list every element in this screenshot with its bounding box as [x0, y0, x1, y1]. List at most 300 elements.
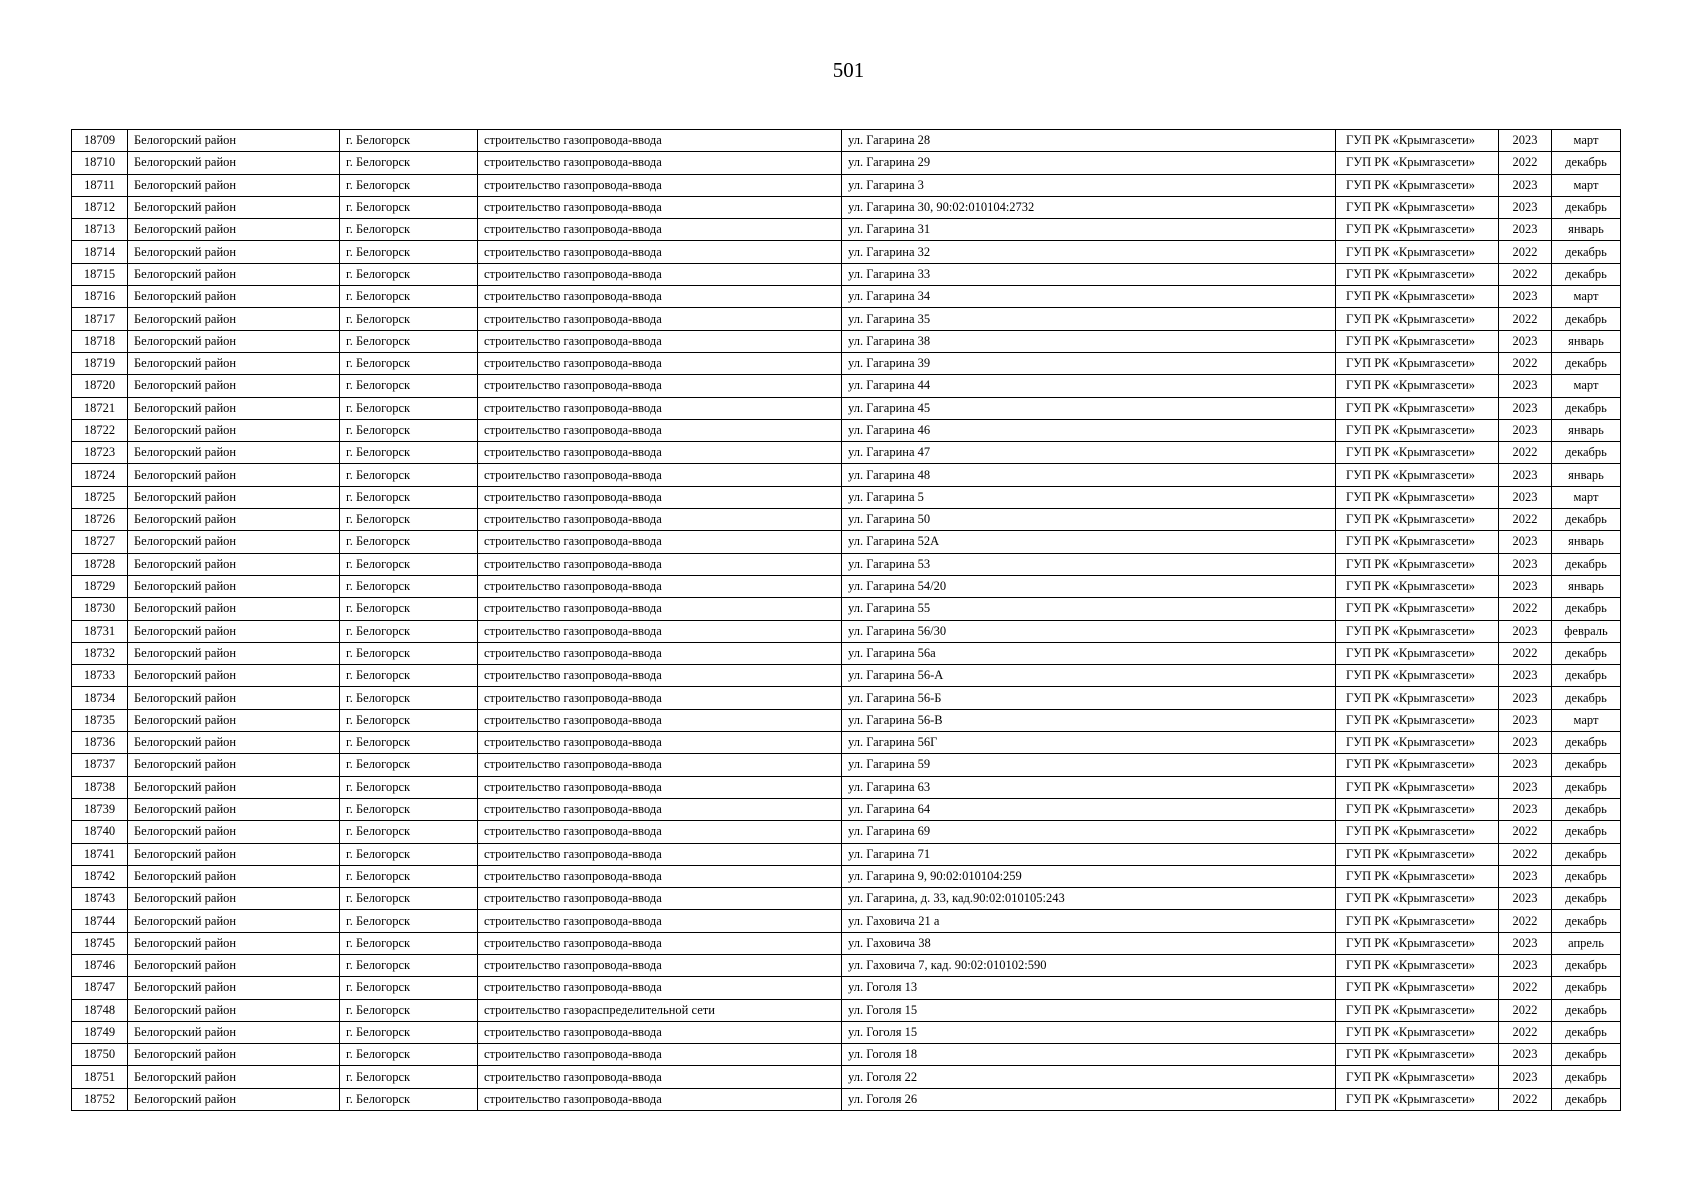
- organization-cell: ГУП РК «Крымгазсети»: [1336, 241, 1499, 263]
- address-cell: ул. Гагарина 28: [842, 130, 1336, 152]
- year-cell: 2023: [1499, 196, 1552, 218]
- month-cell: декабрь: [1552, 910, 1621, 932]
- work-type-cell: строительство газопровода-ввода: [478, 732, 842, 754]
- work-type-cell: строительство газопровода-ввода: [478, 509, 842, 531]
- table-row: [72, 888, 1621, 910]
- address-cell: ул. Гагарина 56Г: [842, 732, 1336, 754]
- organization-cell: ГУП РК «Крымгазсети»: [1336, 263, 1499, 285]
- organization-cell: ГУП РК «Крымгазсети»: [1336, 865, 1499, 887]
- organization-cell: ГУП РК «Крымгазсети»: [1336, 709, 1499, 731]
- table-row: [72, 1044, 1621, 1066]
- city-cell: г. Белогорск: [340, 263, 478, 285]
- row-number-cell: 18744: [72, 910, 128, 932]
- row-number-cell: 18739: [72, 798, 128, 820]
- row-number-cell: 18716: [72, 286, 128, 308]
- work-type-cell: строительство газопровода-ввода: [478, 598, 842, 620]
- year-cell: 2022: [1499, 352, 1552, 374]
- address-cell: ул. Гагарина 46: [842, 419, 1336, 441]
- year-cell: 2022: [1499, 598, 1552, 620]
- row-number-cell: 18709: [72, 130, 128, 152]
- month-cell: декабрь: [1552, 954, 1621, 976]
- year-cell: 2023: [1499, 464, 1552, 486]
- year-cell: 2023: [1499, 665, 1552, 687]
- address-cell: ул. Гоголя 15: [842, 1021, 1336, 1043]
- city-cell: г. Белогорск: [340, 910, 478, 932]
- organization-cell: ГУП РК «Крымгазсети»: [1336, 330, 1499, 352]
- address-cell: ул. Гоголя 22: [842, 1066, 1336, 1088]
- table-row: [72, 642, 1621, 664]
- address-cell: ул. Гагарина 54/20: [842, 575, 1336, 597]
- organization-cell: ГУП РК «Крымгазсети»: [1336, 798, 1499, 820]
- city-cell: г. Белогорск: [340, 977, 478, 999]
- work-type-cell: строительство газопровода-ввода: [478, 352, 842, 374]
- address-cell: ул. Гоголя 26: [842, 1088, 1336, 1110]
- row-number-cell: 18727: [72, 531, 128, 553]
- organization-cell: ГУП РК «Крымгазсети»: [1336, 352, 1499, 374]
- address-cell: ул. Гагарина 59: [842, 754, 1336, 776]
- district-cell: Белогорский район: [128, 843, 340, 865]
- row-number-cell: 18745: [72, 932, 128, 954]
- month-cell: декабрь: [1552, 308, 1621, 330]
- row-number-cell: 18735: [72, 709, 128, 731]
- organization-cell: ГУП РК «Крымгазсети»: [1336, 1044, 1499, 1066]
- table-row: [72, 709, 1621, 731]
- row-number-cell: 18717: [72, 308, 128, 330]
- table-row: [72, 531, 1621, 553]
- city-cell: г. Белогорск: [340, 308, 478, 330]
- year-cell: 2023: [1499, 865, 1552, 887]
- address-cell: ул. Гагарина 55: [842, 598, 1336, 620]
- year-cell: 2022: [1499, 241, 1552, 263]
- year-cell: 2023: [1499, 954, 1552, 976]
- organization-cell: ГУП РК «Крымгазсети»: [1336, 821, 1499, 843]
- organization-cell: ГУП РК «Крымгазсети»: [1336, 308, 1499, 330]
- work-type-cell: строительство газопровода-ввода: [478, 330, 842, 352]
- city-cell: г. Белогорск: [340, 821, 478, 843]
- city-cell: г. Белогорск: [340, 419, 478, 441]
- month-cell: декабрь: [1552, 687, 1621, 709]
- month-cell: январь: [1552, 531, 1621, 553]
- work-type-cell: строительство газопровода-ввода: [478, 687, 842, 709]
- work-type-cell: строительство газопровода-ввода: [478, 531, 842, 553]
- district-cell: Белогорский район: [128, 509, 340, 531]
- table-row: [72, 553, 1621, 575]
- row-number-cell: 18746: [72, 954, 128, 976]
- address-cell: ул. Гоголя 13: [842, 977, 1336, 999]
- year-cell: 2023: [1499, 1066, 1552, 1088]
- district-cell: Белогорский район: [128, 776, 340, 798]
- organization-cell: ГУП РК «Крымгазсети»: [1336, 531, 1499, 553]
- city-cell: г. Белогорск: [340, 1044, 478, 1066]
- address-cell: ул. Гагарина 32: [842, 241, 1336, 263]
- year-cell: 2022: [1499, 642, 1552, 664]
- work-type-cell: строительство газопровода-ввода: [478, 620, 842, 642]
- address-cell: ул. Гагарина 9, 90:02:010104:259: [842, 865, 1336, 887]
- district-cell: Белогорский район: [128, 241, 340, 263]
- address-cell: ул. Гагарина 63: [842, 776, 1336, 798]
- row-number-cell: 18725: [72, 486, 128, 508]
- organization-cell: ГУП РК «Крымгазсети»: [1336, 464, 1499, 486]
- table-row: [72, 798, 1621, 820]
- row-number-cell: 18729: [72, 575, 128, 597]
- organization-cell: ГУП РК «Крымгазсети»: [1336, 888, 1499, 910]
- table-row: [72, 130, 1621, 152]
- work-type-cell: строительство газопровода-ввода: [478, 754, 842, 776]
- work-type-cell: строительство газопровода-ввода: [478, 152, 842, 174]
- row-number-cell: 18711: [72, 174, 128, 196]
- year-cell: 2023: [1499, 486, 1552, 508]
- district-cell: Белогорский район: [128, 330, 340, 352]
- month-cell: март: [1552, 130, 1621, 152]
- year-cell: 2022: [1499, 910, 1552, 932]
- city-cell: г. Белогорск: [340, 620, 478, 642]
- city-cell: г. Белогорск: [340, 754, 478, 776]
- city-cell: г. Белогорск: [340, 598, 478, 620]
- district-cell: Белогорский район: [128, 442, 340, 464]
- month-cell: январь: [1552, 419, 1621, 441]
- organization-cell: ГУП РК «Крымгазсети»: [1336, 509, 1499, 531]
- city-cell: г. Белогорск: [340, 286, 478, 308]
- year-cell: 2023: [1499, 732, 1552, 754]
- address-cell: ул. Гагарина 47: [842, 442, 1336, 464]
- city-cell: г. Белогорск: [340, 442, 478, 464]
- row-number-cell: 18733: [72, 665, 128, 687]
- city-cell: г. Белогорск: [340, 330, 478, 352]
- district-cell: Белогорский район: [128, 419, 340, 441]
- district-cell: Белогорский район: [128, 821, 340, 843]
- month-cell: декабрь: [1552, 776, 1621, 798]
- organization-cell: ГУП РК «Крымгазсети»: [1336, 598, 1499, 620]
- month-cell: декабрь: [1552, 977, 1621, 999]
- year-cell: 2023: [1499, 798, 1552, 820]
- month-cell: декабрь: [1552, 598, 1621, 620]
- month-cell: декабрь: [1552, 732, 1621, 754]
- table-row: [72, 442, 1621, 464]
- city-cell: г. Белогорск: [340, 152, 478, 174]
- month-cell: декабрь: [1552, 263, 1621, 285]
- row-number-cell: 18710: [72, 152, 128, 174]
- district-cell: Белогорский район: [128, 1066, 340, 1088]
- page-number: 501: [832, 58, 865, 82]
- work-type-cell: строительство газопровода-ввода: [478, 1044, 842, 1066]
- work-type-cell: строительство газораспределительной сети: [478, 999, 842, 1021]
- address-cell: ул. Гагарина 3: [842, 174, 1336, 196]
- table-row: [72, 1021, 1621, 1043]
- work-type-cell: строительство газопровода-ввода: [478, 977, 842, 999]
- table-row: [72, 843, 1621, 865]
- table-row: [72, 308, 1621, 330]
- row-number-cell: 18742: [72, 865, 128, 887]
- table-row: [72, 352, 1621, 374]
- district-cell: Белогорский район: [128, 754, 340, 776]
- organization-cell: ГУП РК «Крымгазсети»: [1336, 843, 1499, 865]
- city-cell: г. Белогорск: [340, 130, 478, 152]
- gas-connection-table: [71, 129, 1621, 1111]
- table-row: [72, 999, 1621, 1021]
- city-cell: г. Белогорск: [340, 865, 478, 887]
- organization-cell: ГУП РК «Крымгазсети»: [1336, 1021, 1499, 1043]
- row-number-cell: 18737: [72, 754, 128, 776]
- row-number-cell: 18736: [72, 732, 128, 754]
- work-type-cell: строительство газопровода-ввода: [478, 196, 842, 218]
- year-cell: 2023: [1499, 219, 1552, 241]
- address-cell: ул. Гоголя 18: [842, 1044, 1336, 1066]
- district-cell: Белогорский район: [128, 865, 340, 887]
- month-cell: декабрь: [1552, 152, 1621, 174]
- year-cell: 2022: [1499, 999, 1552, 1021]
- table-row: [72, 620, 1621, 642]
- year-cell: 2022: [1499, 843, 1552, 865]
- table-body: [72, 130, 1621, 1111]
- address-cell: ул. Гагарина 71: [842, 843, 1336, 865]
- organization-cell: ГУП РК «Крымгазсети»: [1336, 954, 1499, 976]
- city-cell: г. Белогорск: [340, 553, 478, 575]
- work-type-cell: строительство газопровода-ввода: [478, 1021, 842, 1043]
- organization-cell: ГУП РК «Крымгазсети»: [1336, 732, 1499, 754]
- year-cell: 2023: [1499, 130, 1552, 152]
- row-number-cell: 18734: [72, 687, 128, 709]
- year-cell: 2022: [1499, 442, 1552, 464]
- work-type-cell: строительство газопровода-ввода: [478, 910, 842, 932]
- district-cell: Белогорский район: [128, 798, 340, 820]
- address-cell: ул. Гагарина 64: [842, 798, 1336, 820]
- month-cell: декабрь: [1552, 442, 1621, 464]
- year-cell: 2023: [1499, 553, 1552, 575]
- organization-cell: ГУП РК «Крымгазсети»: [1336, 1088, 1499, 1110]
- month-cell: декабрь: [1552, 1088, 1621, 1110]
- table-row: [72, 732, 1621, 754]
- address-cell: ул. Гагарина 33: [842, 263, 1336, 285]
- organization-cell: ГУП РК «Крымгазсети»: [1336, 442, 1499, 464]
- district-cell: Белогорский район: [128, 219, 340, 241]
- row-number-cell: 18726: [72, 509, 128, 531]
- organization-cell: ГУП РК «Крымгазсети»: [1336, 1066, 1499, 1088]
- city-cell: г. Белогорск: [340, 888, 478, 910]
- table-row: [72, 241, 1621, 263]
- table-row: [72, 174, 1621, 196]
- city-cell: г. Белогорск: [340, 352, 478, 374]
- row-number-cell: 18720: [72, 375, 128, 397]
- table-row: [72, 910, 1621, 932]
- year-cell: 2023: [1499, 932, 1552, 954]
- address-cell: ул. Гагарина 56-Б: [842, 687, 1336, 709]
- table-row: [72, 575, 1621, 597]
- table-row: [72, 598, 1621, 620]
- table-row: [72, 865, 1621, 887]
- work-type-cell: строительство газопровода-ввода: [478, 553, 842, 575]
- row-number-cell: 18721: [72, 397, 128, 419]
- work-type-cell: строительство газопровода-ввода: [478, 888, 842, 910]
- address-cell: ул. Гоголя 15: [842, 999, 1336, 1021]
- work-type-cell: строительство газопровода-ввода: [478, 709, 842, 731]
- district-cell: Белогорский район: [128, 687, 340, 709]
- table-row: [72, 152, 1621, 174]
- city-cell: г. Белогорск: [340, 687, 478, 709]
- row-number-cell: 18715: [72, 263, 128, 285]
- month-cell: январь: [1552, 219, 1621, 241]
- table-row: [72, 397, 1621, 419]
- month-cell: декабрь: [1552, 352, 1621, 374]
- row-number-cell: 18752: [72, 1088, 128, 1110]
- city-cell: г. Белогорск: [340, 531, 478, 553]
- month-cell: декабрь: [1552, 553, 1621, 575]
- address-cell: ул. Гагарина 5: [842, 486, 1336, 508]
- row-number-cell: 18714: [72, 241, 128, 263]
- month-cell: декабрь: [1552, 1021, 1621, 1043]
- district-cell: Белогорский район: [128, 152, 340, 174]
- district-cell: Белогорский район: [128, 308, 340, 330]
- address-cell: ул. Гагарина 31: [842, 219, 1336, 241]
- city-cell: г. Белогорск: [340, 509, 478, 531]
- table-row: [72, 286, 1621, 308]
- district-cell: Белогорский район: [128, 263, 340, 285]
- address-cell: ул. Гагарина 35: [842, 308, 1336, 330]
- city-cell: г. Белогорск: [340, 241, 478, 263]
- city-cell: г. Белогорск: [340, 375, 478, 397]
- row-number-cell: 18718: [72, 330, 128, 352]
- row-number-cell: 18723: [72, 442, 128, 464]
- organization-cell: ГУП РК «Крымгазсети»: [1336, 776, 1499, 798]
- district-cell: Белогорский район: [128, 932, 340, 954]
- table-row: [72, 1066, 1621, 1088]
- year-cell: 2022: [1499, 308, 1552, 330]
- year-cell: 2023: [1499, 575, 1552, 597]
- district-cell: Белогорский район: [128, 397, 340, 419]
- year-cell: 2023: [1499, 776, 1552, 798]
- year-cell: 2023: [1499, 709, 1552, 731]
- address-cell: ул. Гагарина 69: [842, 821, 1336, 843]
- city-cell: г. Белогорск: [340, 798, 478, 820]
- district-cell: Белогорский район: [128, 130, 340, 152]
- city-cell: г. Белогорск: [340, 1021, 478, 1043]
- row-number-cell: 18738: [72, 776, 128, 798]
- work-type-cell: строительство газопровода-ввода: [478, 932, 842, 954]
- table-row: [72, 821, 1621, 843]
- month-cell: март: [1552, 286, 1621, 308]
- month-cell: декабрь: [1552, 1044, 1621, 1066]
- city-cell: г. Белогорск: [340, 1066, 478, 1088]
- work-type-cell: строительство газопровода-ввода: [478, 776, 842, 798]
- organization-cell: ГУП РК «Крымгазсети»: [1336, 486, 1499, 508]
- work-type-cell: строительство газопровода-ввода: [478, 486, 842, 508]
- city-cell: г. Белогорск: [340, 709, 478, 731]
- table-row: [72, 665, 1621, 687]
- organization-cell: ГУП РК «Крымгазсети»: [1336, 642, 1499, 664]
- table-row: [72, 977, 1621, 999]
- organization-cell: ГУП РК «Крымгазсети»: [1336, 419, 1499, 441]
- work-type-cell: строительство газопровода-ввода: [478, 1066, 842, 1088]
- month-cell: декабрь: [1552, 241, 1621, 263]
- month-cell: март: [1552, 375, 1621, 397]
- organization-cell: ГУП РК «Крымгазсети»: [1336, 575, 1499, 597]
- city-cell: г. Белогорск: [340, 776, 478, 798]
- work-type-cell: строительство газопровода-ввода: [478, 1088, 842, 1110]
- address-cell: ул. Гагарина 50: [842, 509, 1336, 531]
- organization-cell: ГУП РК «Крымгазсети»: [1336, 196, 1499, 218]
- month-cell: март: [1552, 486, 1621, 508]
- city-cell: г. Белогорск: [340, 665, 478, 687]
- organization-cell: ГУП РК «Крымгазсети»: [1336, 932, 1499, 954]
- year-cell: 2023: [1499, 1044, 1552, 1066]
- row-number-cell: 18730: [72, 598, 128, 620]
- work-type-cell: строительство газопровода-ввода: [478, 241, 842, 263]
- month-cell: декабрь: [1552, 754, 1621, 776]
- address-cell: ул. Гаховича 7, кад. 90:02:010102:590: [842, 954, 1336, 976]
- table-row: [72, 375, 1621, 397]
- row-number-cell: 18712: [72, 196, 128, 218]
- year-cell: 2023: [1499, 687, 1552, 709]
- organization-cell: ГУП РК «Крымгазсети»: [1336, 620, 1499, 642]
- city-cell: г. Белогорск: [340, 464, 478, 486]
- organization-cell: ГУП РК «Крымгазсети»: [1336, 286, 1499, 308]
- work-type-cell: строительство газопровода-ввода: [478, 308, 842, 330]
- work-type-cell: строительство газопровода-ввода: [478, 464, 842, 486]
- row-number-cell: 18732: [72, 642, 128, 664]
- organization-cell: ГУП РК «Крымгазсети»: [1336, 754, 1499, 776]
- year-cell: 2022: [1499, 977, 1552, 999]
- row-number-cell: 18719: [72, 352, 128, 374]
- district-cell: Белогорский район: [128, 286, 340, 308]
- organization-cell: ГУП РК «Крымгазсети»: [1336, 977, 1499, 999]
- address-cell: ул. Гагарина 45: [842, 397, 1336, 419]
- district-cell: Белогорский район: [128, 954, 340, 976]
- work-type-cell: строительство газопровода-ввода: [478, 263, 842, 285]
- city-cell: г. Белогорск: [340, 174, 478, 196]
- month-cell: март: [1552, 709, 1621, 731]
- year-cell: 2023: [1499, 375, 1552, 397]
- city-cell: г. Белогорск: [340, 999, 478, 1021]
- district-cell: Белогорский район: [128, 1044, 340, 1066]
- district-cell: Белогорский район: [128, 174, 340, 196]
- row-number-cell: 18741: [72, 843, 128, 865]
- row-number-cell: 18743: [72, 888, 128, 910]
- district-cell: Белогорский район: [128, 553, 340, 575]
- month-cell: январь: [1552, 464, 1621, 486]
- address-cell: ул. Гагарина 39: [842, 352, 1336, 374]
- month-cell: декабрь: [1552, 642, 1621, 664]
- year-cell: 2022: [1499, 509, 1552, 531]
- address-cell: ул. Гагарина 30, 90:02:010104:2732: [842, 196, 1336, 218]
- city-cell: г. Белогорск: [340, 219, 478, 241]
- work-type-cell: строительство газопровода-ввода: [478, 219, 842, 241]
- year-cell: 2023: [1499, 754, 1552, 776]
- table-row: [72, 754, 1621, 776]
- address-cell: ул. Гагарина 29: [842, 152, 1336, 174]
- month-cell: декабрь: [1552, 196, 1621, 218]
- work-type-cell: строительство газопровода-ввода: [478, 575, 842, 597]
- work-type-cell: строительство газопровода-ввода: [478, 174, 842, 196]
- address-cell: ул. Гаховича 21 а: [842, 910, 1336, 932]
- month-cell: январь: [1552, 575, 1621, 597]
- district-cell: Белогорский район: [128, 352, 340, 374]
- table-row: [72, 330, 1621, 352]
- row-number-cell: 18713: [72, 219, 128, 241]
- year-cell: 2023: [1499, 419, 1552, 441]
- organization-cell: ГУП РК «Крымгазсети»: [1336, 152, 1499, 174]
- address-cell: ул. Гагарина 56/30: [842, 620, 1336, 642]
- year-cell: 2023: [1499, 174, 1552, 196]
- city-cell: г. Белогорск: [340, 642, 478, 664]
- month-cell: январь: [1552, 330, 1621, 352]
- city-cell: г. Белогорск: [340, 397, 478, 419]
- address-cell: ул. Гаховича 38: [842, 932, 1336, 954]
- table-row: [72, 932, 1621, 954]
- city-cell: г. Белогорск: [340, 486, 478, 508]
- year-cell: 2023: [1499, 397, 1552, 419]
- address-cell: ул. Гагарина 52А: [842, 531, 1336, 553]
- district-cell: Белогорский район: [128, 732, 340, 754]
- organization-cell: ГУП РК «Крымгазсети»: [1336, 687, 1499, 709]
